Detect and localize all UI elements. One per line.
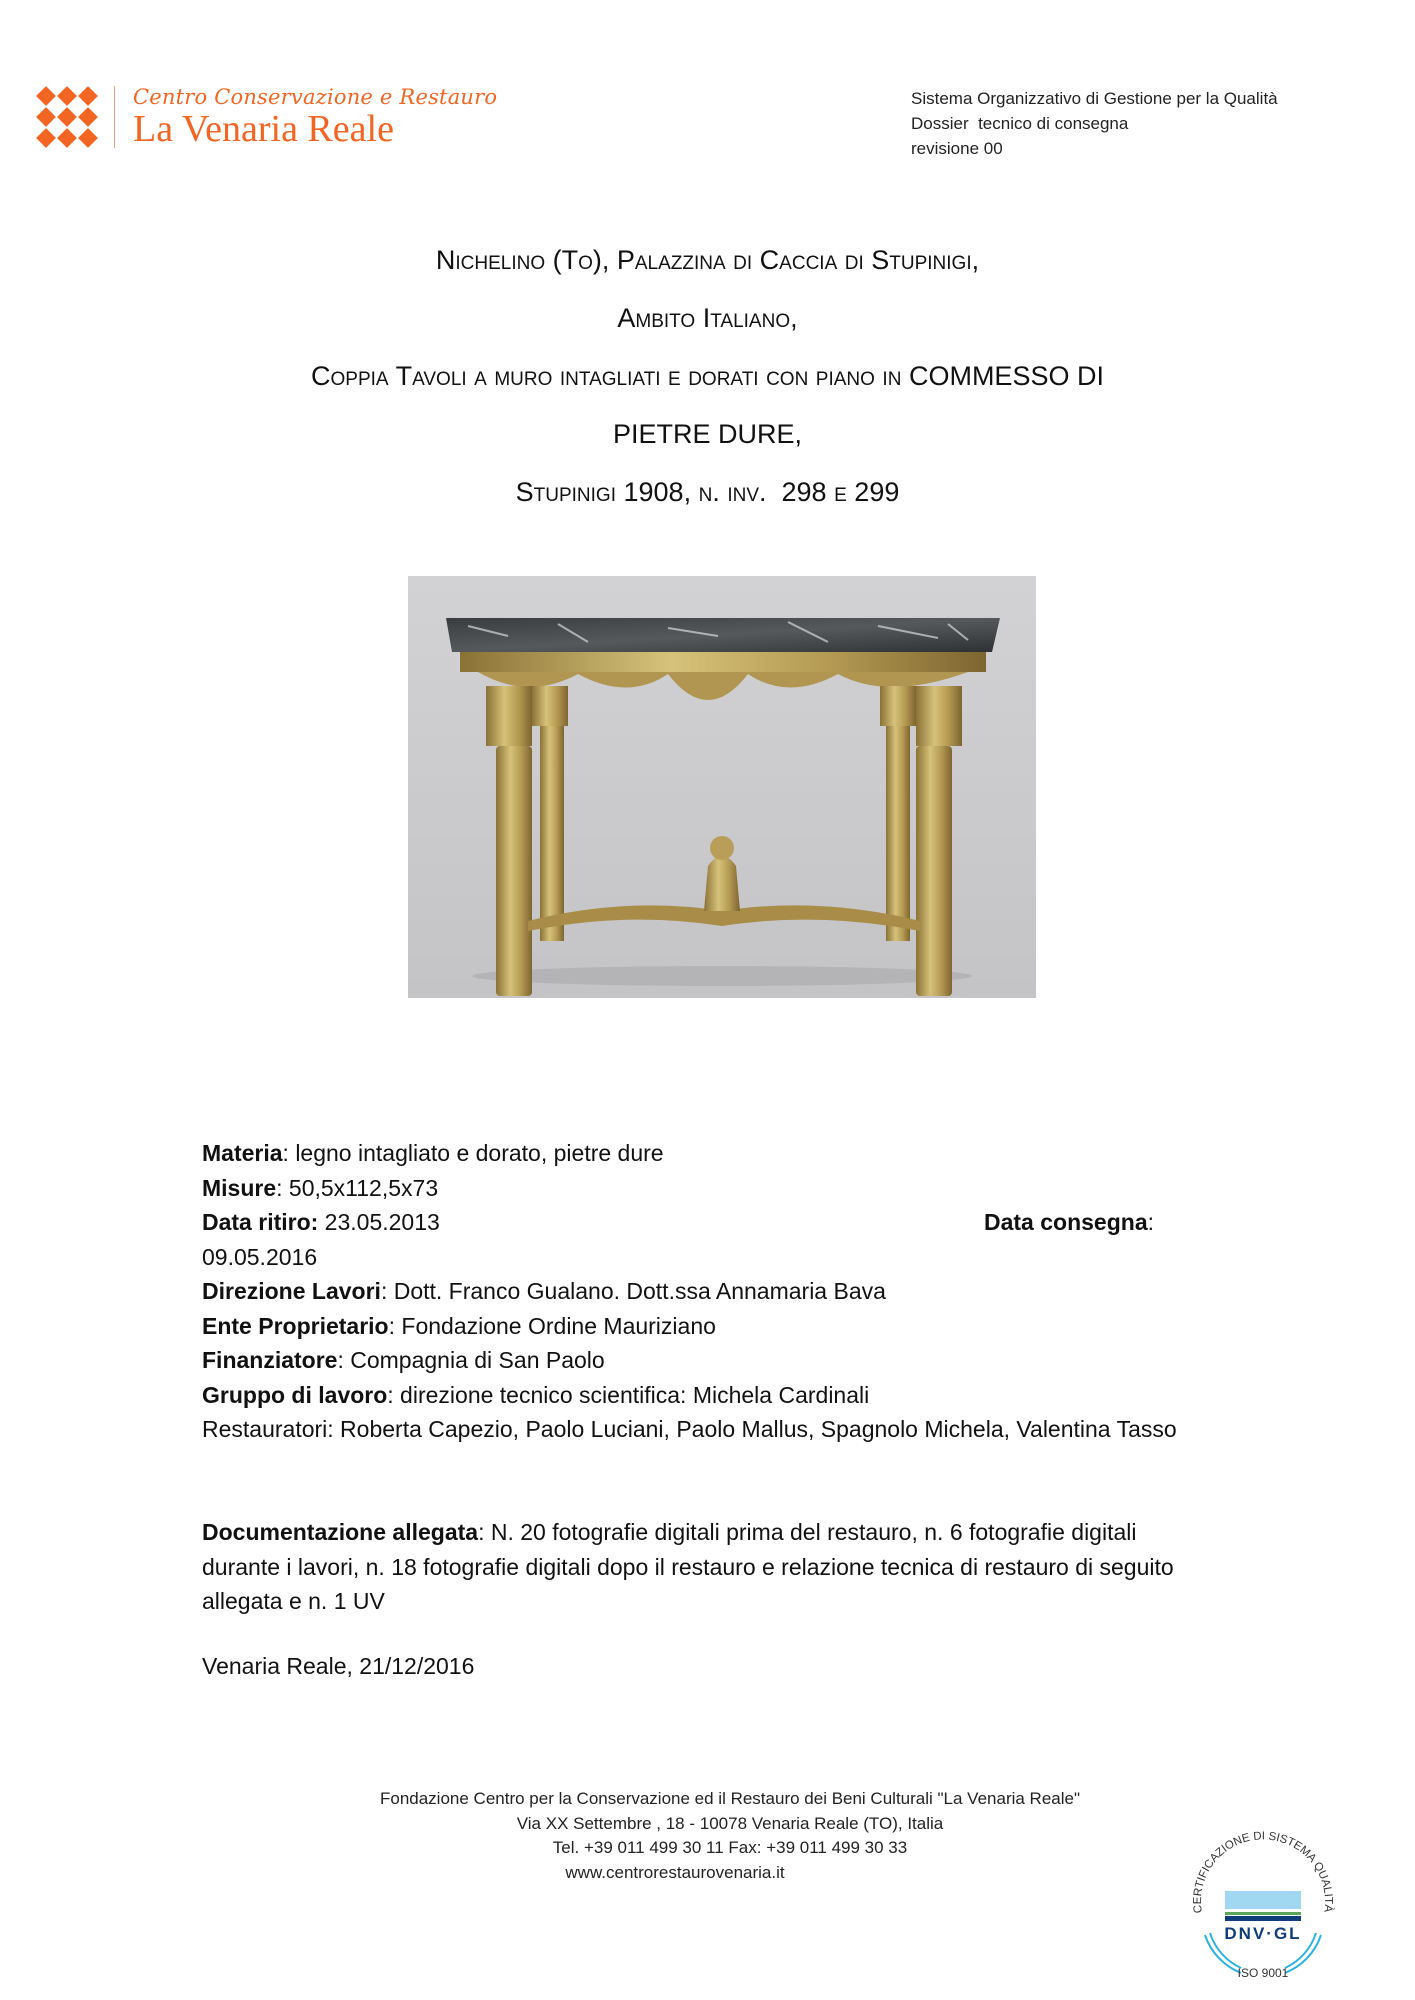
footer-phone: Tel. +39 011 499 30 11 Fax: +39 011 499 30 33 — [552, 1838, 908, 1857]
field-materia: Materia: legno intagliato e dorato, pietre dure — [202, 1140, 664, 1166]
field-restauratori: Restauratori: Roberta Capezio, Paolo Luciani, Paolo Mallus, Spagnolo Michela, Valentina Tasso — [202, 1416, 1177, 1442]
logo-subtitle: Centro Conservazione e Restauro — [133, 84, 498, 109]
svg-text:ISO 9001: ISO 9001 — [1237, 1966, 1289, 1980]
field-misure: Misure: 50,5x112,5x73 — [202, 1174, 439, 1201]
attached-documentation: Documentazione allegata: N. 20 fotografie digitali prima del restauro, n. 6 fotografie digitali durante i lavori, n. 18 fotografie digitali dopo il restauro e relazione tecnica di restauro di seguito allegata e n. 1 UV — [202, 1519, 1174, 1614]
console-table-illustration — [408, 576, 1036, 998]
svg-text:CERTIFICAZIONE DI SISTEMA QUAL: CERTIFICAZIONE DI SISTEMA QUALITÀ — [1191, 1830, 1335, 1914]
svg-text:DNV·GL: DNV·GL — [1224, 1924, 1302, 1943]
artwork-photo — [408, 576, 1036, 998]
iso-certification-badge — [1183, 1825, 1343, 1985]
title-object: Coppia Tavoli a muro intagliati e dorati con piano in COMMESSO DI — [311, 361, 1104, 391]
field-ente: Ente Proprietario: Fondazione Ordine Mauriziano — [202, 1312, 716, 1339]
title-inventory: Stupinigi 1908, n. inv. 298 e 299 — [515, 477, 900, 507]
qms-line-2: Dossier tecnico di consegna — [911, 114, 1129, 133]
footer — [320, 1787, 1140, 1885]
title-object-cont: PIETRE DURE, — [612, 419, 803, 449]
title-scope: Ambito Italiano, — [617, 303, 798, 333]
footer-address: Via XX Settembre , 18 - 10078 Venaria Reale (TO), Italia — [516, 1813, 944, 1833]
diamond-grid-icon — [36, 86, 98, 148]
footer-organization: Fondazione Centro per la Conservazione ed il Restauro dei Beni Culturali "La Venaria Reale" — [379, 1789, 1081, 1808]
organization-logo — [36, 86, 497, 148]
field-gruppo: Gruppo di lavoro: direzione tecnico scientifica: Michela Cardinali — [202, 1381, 870, 1408]
field-direzione: Direzione Lavori: Dott. Franco Gualano. Dott.ssa Annamaria Bava — [202, 1278, 886, 1304]
field-dates: Data ritiro: 23.05.2013 Data consegna: — [202, 1209, 1154, 1235]
qms-line-1: Sistema Organizzativo di Gestione per la Qualità — [911, 89, 1278, 108]
qms-revision: revisione 00 — [911, 139, 1003, 158]
quality-system-header — [911, 86, 1278, 161]
title-location: Nichelino (To), Palazzina di Caccia di Stupinigi, — [435, 245, 980, 275]
logo-title: La Venaria Reale — [133, 107, 394, 150]
document-title — [0, 234, 1415, 524]
footer-website-link[interactable]: www.centrorestaurovenaria.it — [565, 1862, 785, 1882]
dnv-gl-logo-icon — [1183, 1825, 1343, 1985]
logo-divider — [114, 86, 115, 148]
technical-info — [202, 1136, 1232, 1447]
field-consegna-value: 09.05.2016 — [202, 1243, 318, 1270]
place-and-date: Venaria Reale, 21/12/2016 — [202, 1653, 475, 1679]
field-finanziatore: Finanziatore: Compagnia di San Paolo — [202, 1347, 605, 1373]
